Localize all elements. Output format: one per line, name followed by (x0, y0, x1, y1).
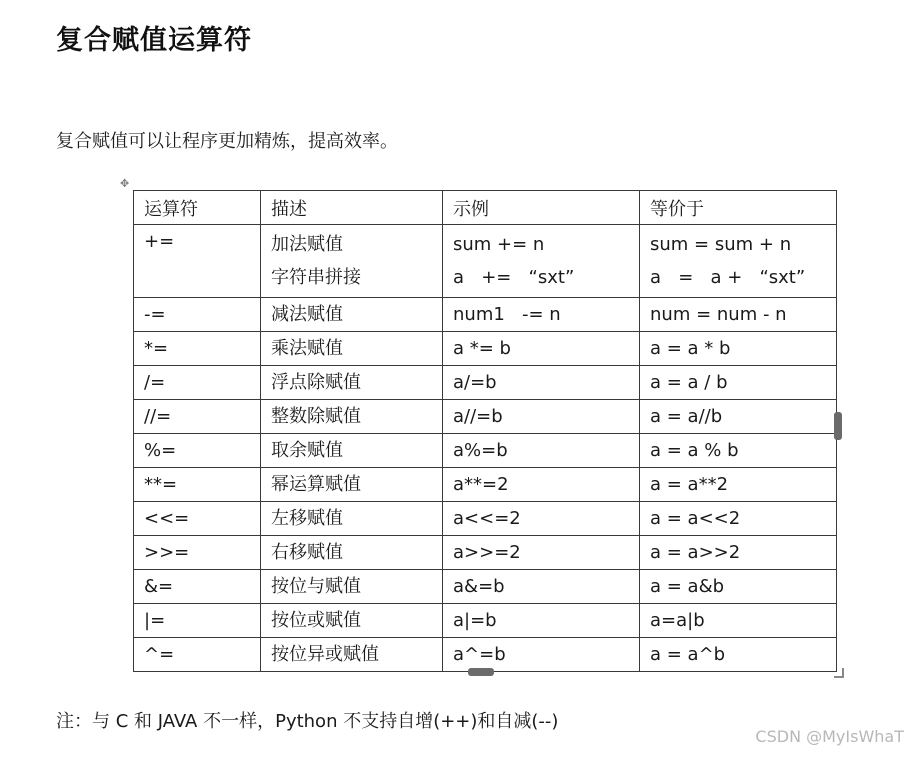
example-cell-line: sum += n (453, 234, 545, 255)
example-cell-line: a^=b (453, 644, 506, 665)
description-cell (261, 468, 443, 502)
equivalent-cell (640, 298, 837, 332)
operator-cell: >>= (134, 536, 261, 570)
table-header-row (134, 191, 837, 225)
example-cell-line: a//=b (453, 406, 503, 427)
description-cell-line: 左移赋值 (271, 508, 343, 529)
equivalent-cell-line: a = a * b (650, 338, 731, 359)
equivalent-cell (640, 638, 837, 672)
operator-cell: += (134, 225, 261, 298)
example-cell (443, 502, 640, 536)
example-cell-line: a *= b (453, 338, 511, 359)
description-cell-line: 减法赋值 (271, 304, 343, 325)
table-row (134, 332, 837, 366)
example-cell (443, 536, 640, 570)
equivalent-cell (640, 536, 837, 570)
equivalent-cell-line: a = a / b (650, 372, 728, 393)
operator-cell: -= (134, 298, 261, 332)
description-cell-line: 右移赋值 (271, 542, 343, 563)
operator-cell: *= (134, 332, 261, 366)
equivalent-cell-line: a = a&b (650, 576, 725, 597)
equivalent-cell (640, 400, 837, 434)
equivalent-cell (640, 468, 837, 502)
equivalent-cell (640, 604, 837, 638)
example-cell (443, 225, 640, 298)
table-resize-corner-handle[interactable] (834, 668, 844, 678)
table-row (134, 502, 837, 536)
description-cell-line: 浮点除赋值 (271, 372, 361, 393)
operator-cell: **= (134, 468, 261, 502)
operator-cell: ^= (134, 638, 261, 672)
table-row-resize-handle[interactable] (468, 668, 494, 676)
example-cell (443, 604, 640, 638)
description-cell-line: 乘法赋值 (271, 338, 343, 359)
description-cell-line: 取余赋值 (271, 440, 343, 461)
page-title: 复合赋值运算符 (56, 25, 252, 56)
example-cell (443, 468, 640, 502)
table-row (134, 468, 837, 502)
description-cell (261, 225, 443, 298)
description-cell (261, 536, 443, 570)
example-cell-line: a>>=2 (453, 542, 521, 563)
equivalent-cell-line: num = num - n (650, 304, 787, 325)
table-row (134, 536, 837, 570)
example-cell-line: a|=b (453, 610, 497, 631)
table-row (134, 434, 837, 468)
description-cell (261, 366, 443, 400)
operator-cell: |= (134, 604, 261, 638)
table-row (134, 366, 837, 400)
intro-text: 复合赋值可以让程序更加精炼，提高效率。 (56, 131, 398, 152)
table-row (134, 638, 837, 672)
operator-cell: %= (134, 434, 261, 468)
example-cell (443, 366, 640, 400)
description-cell (261, 502, 443, 536)
equivalent-cell (640, 332, 837, 366)
header-description: 描述 (261, 191, 443, 225)
operators-table (133, 190, 837, 672)
equivalent-cell-line: a = a<<2 (650, 508, 741, 529)
description-cell-line: 按位或赋值 (271, 610, 361, 631)
equivalent-cell-line: sum = sum + n (650, 234, 792, 255)
description-cell-line: 整数除赋值 (271, 406, 361, 427)
description-cell (261, 332, 443, 366)
description-cell (261, 570, 443, 604)
description-cell (261, 434, 443, 468)
example-cell-line: a += “sxt” (453, 267, 575, 288)
equivalent-cell-line: a = a//b (650, 406, 723, 427)
example-cell (443, 332, 640, 366)
equivalent-cell (640, 502, 837, 536)
description-cell (261, 400, 443, 434)
equivalent-cell (640, 366, 837, 400)
example-cell-line: num1 -= n (453, 304, 561, 325)
equivalent-cell-line: a=a|b (650, 610, 705, 631)
equivalent-cell (640, 434, 837, 468)
example-cell (443, 434, 640, 468)
operator-cell: /= (134, 366, 261, 400)
example-cell-line: a&=b (453, 576, 505, 597)
table-move-handle-icon[interactable]: ✥ (120, 177, 130, 190)
example-cell (443, 638, 640, 672)
description-cell (261, 298, 443, 332)
description-cell (261, 604, 443, 638)
header-operator: 运算符 (134, 191, 261, 225)
operator-cell: &= (134, 570, 261, 604)
example-cell (443, 570, 640, 604)
description-cell-line: 幂运算赋值 (271, 474, 361, 495)
equivalent-cell (640, 570, 837, 604)
example-cell (443, 298, 640, 332)
table-row (134, 604, 837, 638)
watermark: CSDN @MyIsWhaT (755, 727, 904, 746)
footnote: 注：与 C 和 JAVA 不一样，Python 不支持自增(++)和自减(--) (56, 711, 559, 732)
example-cell-line: a**=2 (453, 474, 509, 495)
table-row (134, 400, 837, 434)
description-cell (261, 638, 443, 672)
table-row (134, 298, 837, 332)
equivalent-cell-line: a = a**2 (650, 474, 729, 495)
equivalent-cell-line: a = a^b (650, 644, 726, 665)
equivalent-cell (640, 225, 837, 298)
description-cell-line: 按位与赋值 (271, 576, 361, 597)
header-example: 示例 (443, 191, 640, 225)
example-cell (443, 400, 640, 434)
table-row (134, 570, 837, 604)
equivalent-cell-line: a = a + “sxt” (650, 267, 806, 288)
equivalent-cell-line: a = a % b (650, 440, 739, 461)
description-cell-line: 加法赋值 (271, 234, 343, 255)
example-cell-line: a<<=2 (453, 508, 521, 529)
table-row (134, 225, 837, 298)
header-equivalent: 等价于 (640, 191, 837, 225)
table-column-resize-handle[interactable] (834, 412, 842, 440)
equivalent-cell-line: a = a>>2 (650, 542, 741, 563)
example-cell-line: a/=b (453, 372, 497, 393)
operator-cell: <<= (134, 502, 261, 536)
description-cell-line: 按位异或赋值 (271, 644, 379, 665)
operator-cell: //= (134, 400, 261, 434)
description-cell-line: 字符串拼接 (271, 267, 361, 288)
example-cell-line: a%=b (453, 440, 508, 461)
